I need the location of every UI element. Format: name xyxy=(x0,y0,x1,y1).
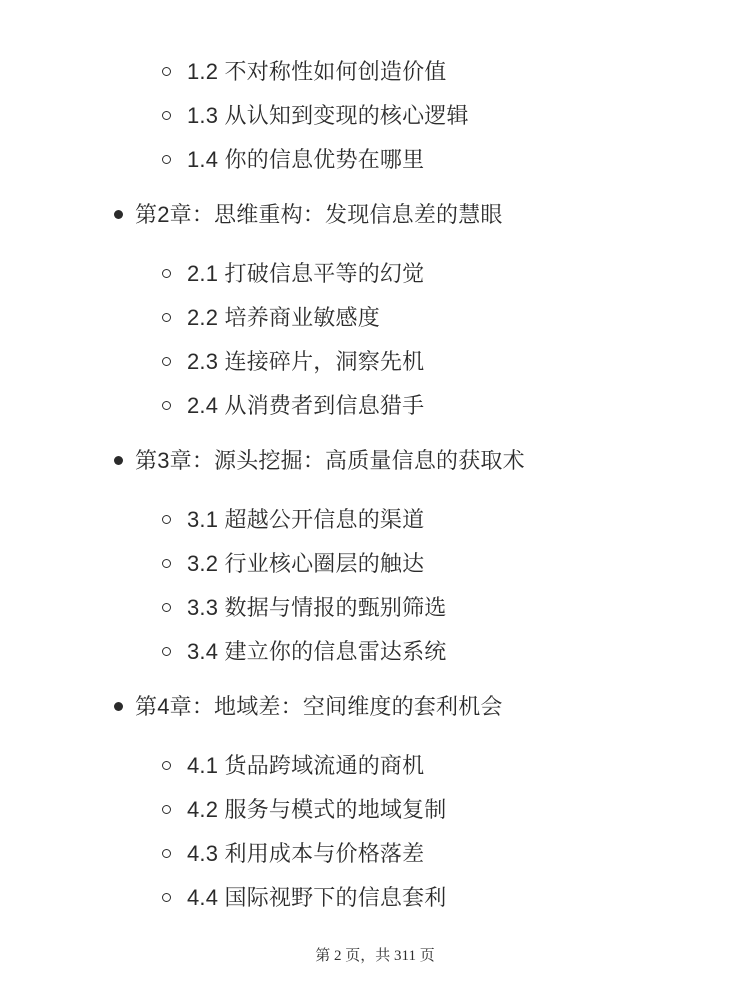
chapter-item xyxy=(0,200,750,229)
section-title: 1.4 你的信息优势在哪里 xyxy=(187,147,425,172)
circle-bullet-icon xyxy=(162,357,171,366)
circle-bullet-icon xyxy=(162,155,171,164)
circle-bullet-icon xyxy=(162,761,171,770)
disc-bullet-icon xyxy=(114,702,123,711)
chapter-item xyxy=(0,692,750,721)
section-title: 3.2 行业核心圈层的触达 xyxy=(187,551,425,576)
section-item xyxy=(0,303,750,332)
circle-bullet-icon xyxy=(162,111,171,120)
disc-bullet-icon xyxy=(114,456,123,465)
circle-bullet-icon xyxy=(162,805,171,814)
section-item xyxy=(0,795,750,824)
section-title: 2.3 连接碎片，洞察先机 xyxy=(187,349,425,374)
section-item xyxy=(0,391,750,420)
section-title: 4.4 国际视野下的信息套利 xyxy=(187,885,447,910)
circle-bullet-icon xyxy=(162,313,171,322)
section-title: 1.2 不对称性如何创造价值 xyxy=(187,59,447,84)
section-title: 2.2 培养商业敏感度 xyxy=(187,305,380,330)
circle-bullet-icon xyxy=(162,559,171,568)
circle-bullet-icon xyxy=(162,67,171,76)
section-title: 1.3 从认知到变现的核心逻辑 xyxy=(187,103,469,128)
circle-bullet-icon xyxy=(162,893,171,902)
section-item xyxy=(0,101,750,130)
section-title: 3.3 数据与情报的甄别筛选 xyxy=(187,595,447,620)
section-item xyxy=(0,145,750,174)
section-title: 3.1 超越公开信息的渠道 xyxy=(187,507,425,532)
disc-bullet-icon xyxy=(114,210,123,219)
page-footer xyxy=(0,947,750,965)
section-title: 3.4 建立你的信息雷达系统 xyxy=(187,639,447,664)
section-title: 2.4 从消费者到信息猎手 xyxy=(187,393,425,418)
circle-bullet-icon xyxy=(162,401,171,410)
section-item xyxy=(0,549,750,578)
chapter-title: 第3章：源头挖掘：高质量信息的获取术 xyxy=(135,448,525,473)
chapter-title: 第4章：地域差：空间维度的套利机会 xyxy=(135,694,503,719)
chapter-item xyxy=(0,446,750,475)
circle-bullet-icon xyxy=(162,515,171,524)
section-title: 4.3 利用成本与价格落差 xyxy=(187,841,425,866)
circle-bullet-icon xyxy=(162,269,171,278)
section-item xyxy=(0,259,750,288)
section-item xyxy=(0,505,750,534)
section-title: 4.2 服务与模式的地域复制 xyxy=(187,797,447,822)
section-item xyxy=(0,839,750,868)
section-item xyxy=(0,593,750,622)
section-item xyxy=(0,637,750,666)
circle-bullet-icon xyxy=(162,603,171,612)
section-item xyxy=(0,57,750,86)
section-title: 2.1 打破信息平等的幻觉 xyxy=(187,261,425,286)
circle-bullet-icon xyxy=(162,849,171,858)
section-item xyxy=(0,751,750,780)
page-number-label: 第 2 页，共 311 页 xyxy=(315,948,435,964)
section-item xyxy=(0,883,750,912)
chapter-title: 第2章：思维重构：发现信息差的慧眼 xyxy=(135,202,503,227)
section-item xyxy=(0,347,750,376)
circle-bullet-icon xyxy=(162,647,171,656)
section-title: 4.1 货品跨域流通的商机 xyxy=(187,753,425,778)
